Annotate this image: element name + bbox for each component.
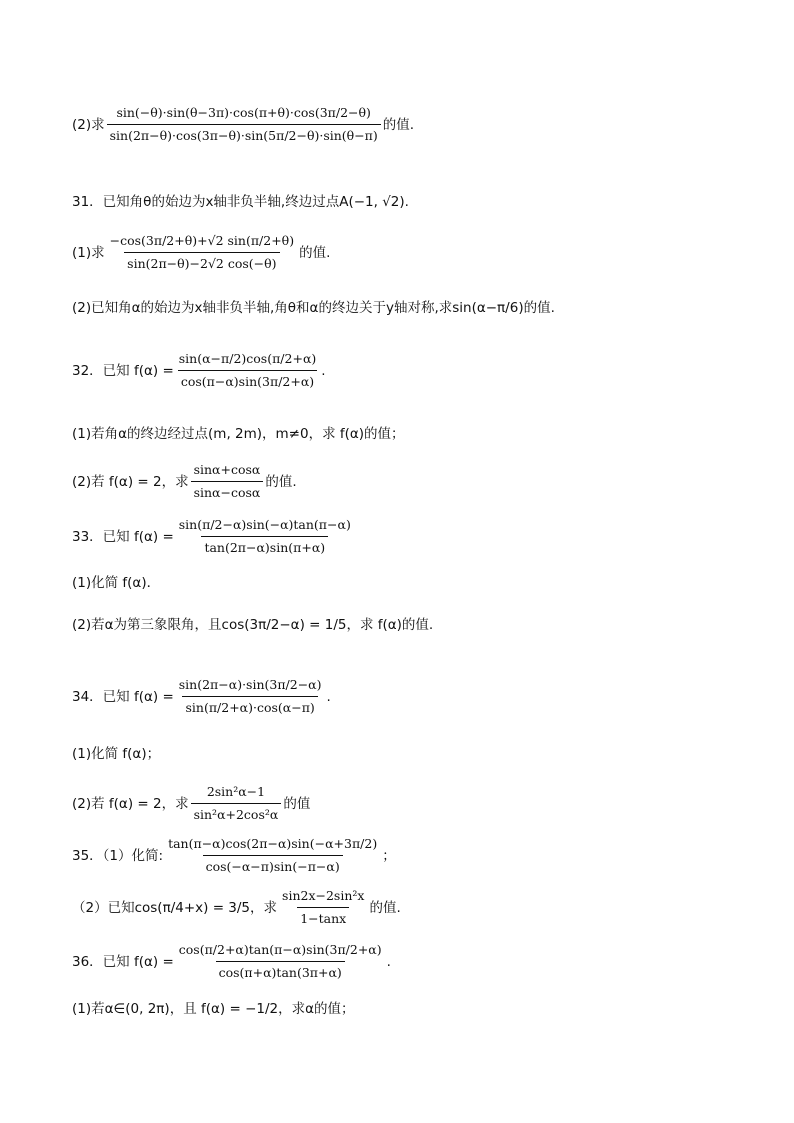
prefix-text: (2)若 f(α) = 2，求: [72, 473, 189, 490]
fraction-denominator: cos(π+α)tan(3π+α): [216, 961, 345, 982]
statement-text: (1)若角α的终边经过点(m, 2m)，m≠0，求 f(α)的值；: [72, 426, 405, 442]
fraction-denominator: sin(2π−θ)·cos(3π−θ)·sin(5π/2−θ)·sin(θ−π): [107, 124, 381, 145]
statement-text: 31．已知角θ的始边为x轴非负半轴,终边过点A(−1, √2).: [72, 194, 409, 210]
fraction-numerator: sin2x−2sin²x: [282, 888, 365, 903]
suffix-text: 的值.: [299, 244, 331, 261]
fraction: [176, 941, 385, 982]
suffix-text: .: [321, 362, 326, 379]
fraction: [279, 887, 367, 928]
fraction-numerator: tan(π−α)cos(2π−α)sin(−α+3π/2): [168, 836, 378, 851]
prefix-text: （2）已知cos(π/4+x) = 3/5，求: [72, 899, 278, 916]
prefix-text: (2)若 f(α) = 2，求: [72, 795, 189, 812]
prefix-text: (2)求: [72, 116, 105, 133]
fraction: [176, 676, 325, 717]
problem-33-statement: [72, 516, 356, 557]
problem-35-part1: [72, 835, 396, 876]
suffix-text: ；: [382, 847, 396, 864]
problem-32-part2: [72, 461, 297, 502]
fraction-numerator: sin(α−π/2)cos(π/2+α): [178, 351, 317, 366]
problem-35-part2: [72, 887, 401, 928]
fraction-denominator: sin²α+2cos²α: [191, 803, 282, 824]
prefix-text: 33．已知 f(α) =: [72, 528, 174, 545]
prefix-text: 36．已知 f(α) =: [72, 953, 174, 970]
prefix-text: 32．已知 f(α) =: [72, 362, 174, 379]
problem-33-part2: [72, 616, 433, 634]
statement-text: (2)已知角α的始边为x轴非负半轴,角θ和α的终边关于y轴对称,求sin(α−π/6)的值.: [72, 300, 555, 316]
suffix-text: .: [386, 953, 391, 970]
statement-text: (1)若α∈(0, 2π)，且 f(α) = −1/2，求α的值；: [72, 1001, 355, 1017]
fraction-numerator: sinα+cosα: [193, 462, 261, 477]
prefix-text: 34．已知 f(α) =: [72, 688, 174, 705]
fraction-numerator: sin(π/2−α)sin(−α)tan(π−α): [178, 517, 351, 532]
fraction-denominator: cos(π−α)sin(3π/2+α): [178, 370, 317, 391]
fraction-denominator: sin(π/2+α)·cos(α−π): [182, 696, 317, 717]
problem-36-part1: [72, 1000, 355, 1018]
problem-32-part1: [72, 425, 405, 443]
fraction-denominator: 1−tanx: [297, 907, 349, 928]
problem-31-part1: [72, 232, 330, 273]
fraction-denominator: sin(2π−θ)−2√2 cos(−θ): [124, 252, 279, 273]
fraction-numerator: 2sin²α−1: [206, 784, 266, 799]
suffix-text: 的值.: [369, 899, 401, 916]
fraction-numerator: −cos(3π/2+θ)+√2 sin(π/2+θ): [109, 233, 295, 248]
problem-34-part1: [72, 745, 160, 763]
fraction: [107, 104, 381, 145]
statement-text: (1)化简 f(α)；: [72, 746, 161, 762]
fraction-denominator: sinα−cosα: [191, 481, 264, 502]
fraction: [176, 350, 320, 391]
problem-31-statement: [72, 193, 409, 211]
problem-33-part1: [72, 574, 160, 592]
fraction: [191, 783, 282, 824]
fraction-denominator: tan(2π−α)sin(π+α): [201, 536, 328, 557]
problem-32-statement: [72, 350, 326, 391]
suffix-text: 的值: [283, 795, 311, 812]
fraction-numerator: sin(2π−α)·sin(3π/2−α): [178, 677, 322, 692]
problem-36-statement: [72, 941, 391, 982]
problem-30-part2: [72, 104, 414, 145]
fraction: [107, 232, 297, 273]
statement-text: (1)化简 f(α)．: [72, 575, 161, 591]
fraction: [191, 461, 264, 502]
fraction-numerator: cos(π/2+α)tan(π−α)sin(3π/2+α): [178, 942, 382, 957]
fraction-numerator: sin(−θ)·sin(θ−3π)·cos(π+θ)·cos(3π/2−θ): [116, 105, 371, 120]
statement-text: (2)若α为第三象限角，且cos(3π/2−α) = 1/5，求 f(α)的值.: [72, 617, 434, 633]
fraction: [165, 835, 380, 876]
problem-34-part2: [72, 783, 310, 824]
suffix-text: .: [326, 688, 331, 705]
prefix-text: 35．（1）化简:: [72, 847, 164, 864]
prefix-text: (1)求: [72, 244, 105, 261]
fraction: [176, 516, 354, 557]
fraction-denominator: cos(−α−π)sin(−π−α): [203, 855, 343, 876]
problem-34-statement: [72, 676, 331, 717]
suffix-text: 的值.: [382, 116, 415, 133]
problem-31-part2: [72, 299, 555, 317]
suffix-text: 的值.: [265, 473, 297, 490]
